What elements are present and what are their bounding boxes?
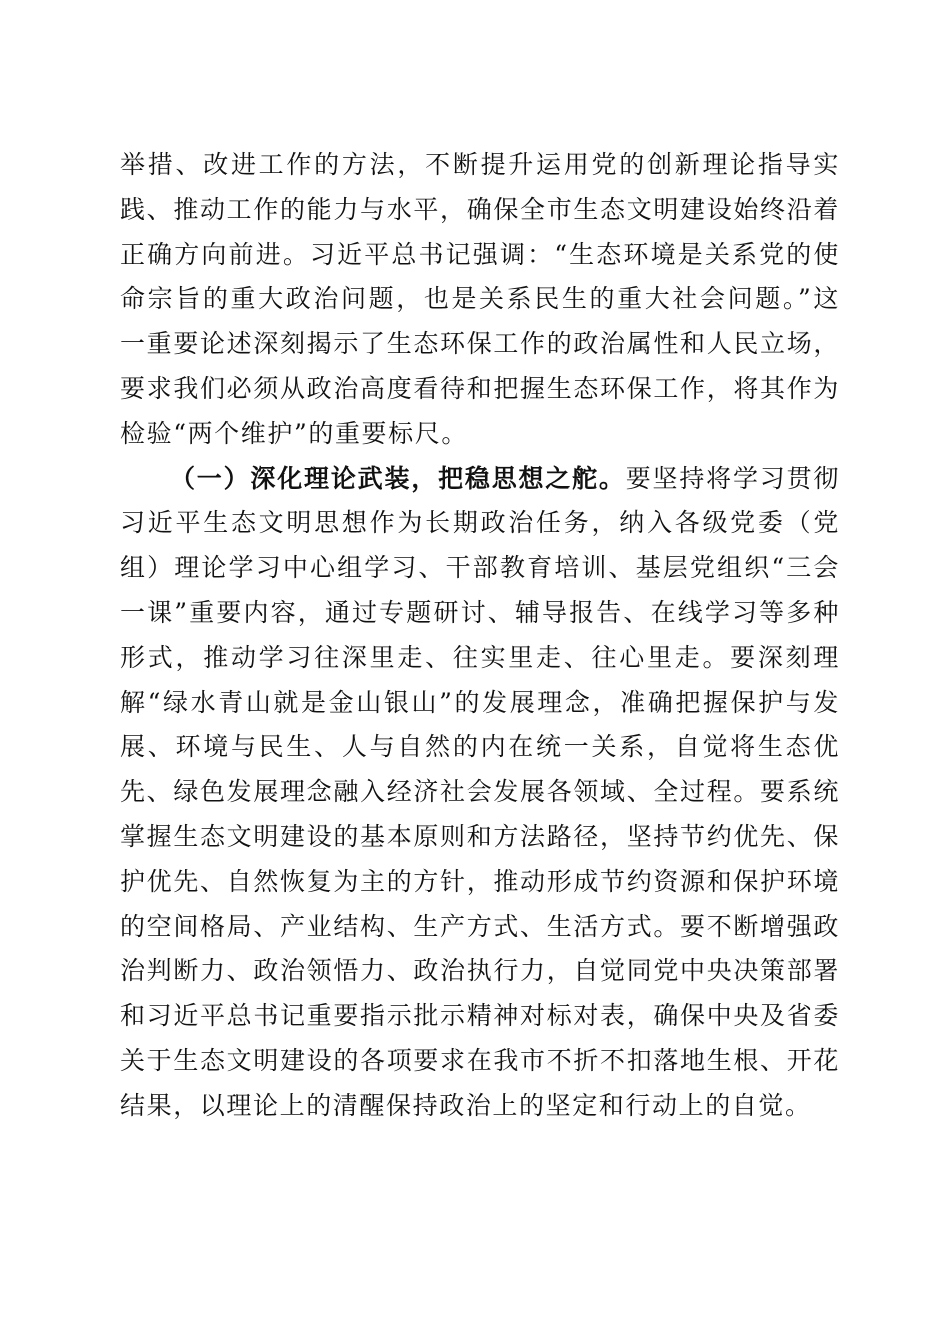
section-body-text: 要坚持将学习贯彻习近平生态文明思想作为长期政治任务，纳入各级党委（党组）理论学习中心组学习、干部教育培训、基层党组织“三会一课”重要内容，通过专题研讨、辅导报告、在线学习等多种形式，推动学习往深里走、往实里走、往心里走。要深刻理解“绿水青山就是金山银山”的发展理念，准确把握保护与发展、环境与民生、人与自然的内在统一关系，自觉将生态优先、绿色发展理念融入经济社会发展各领域、全过程。要系统掌握生态文明建设的基本原则和方法路径，坚持节约优先、保护优先、自然恢复为主的方针，推动形成节约资源和保护环境的空间格局、产业结构、生产方式、生活方式。要不断增强政治判断力、政治领悟力、政治执行力，自觉同党中央决策部署和习近平总书记重要指示批示精神对标对表，确保中央及省委关于生态文明建设的各项要求在我市不折不扣落地生根、开花结果，以理论上的清醒保持政治上的坚定和行动上的自觉。: [120, 463, 840, 1120]
section-heading: （一）深化理论武装，把稳思想之舵。: [170, 463, 626, 493]
paragraph-section-one: [120, 457, 840, 1129]
document-body: [120, 143, 840, 1129]
paragraph-continuation: 举措、改进工作的方法，不断提升运用党的创新理论指导实践、推动工作的能力与水平，确保全市生态文明建设始终沿着正确方向前进。习近平总书记强调：“生态环境是关系党的使命宗旨的重大政治问题，也是关系民生的重大社会问题。”这一重要论述深刻揭示了生态环保工作的政治属性和人民立场，要求我们必须从政治高度看待和把握生态环保工作，将其作为检验“两个维护”的重要标尺。: [120, 150, 840, 448]
